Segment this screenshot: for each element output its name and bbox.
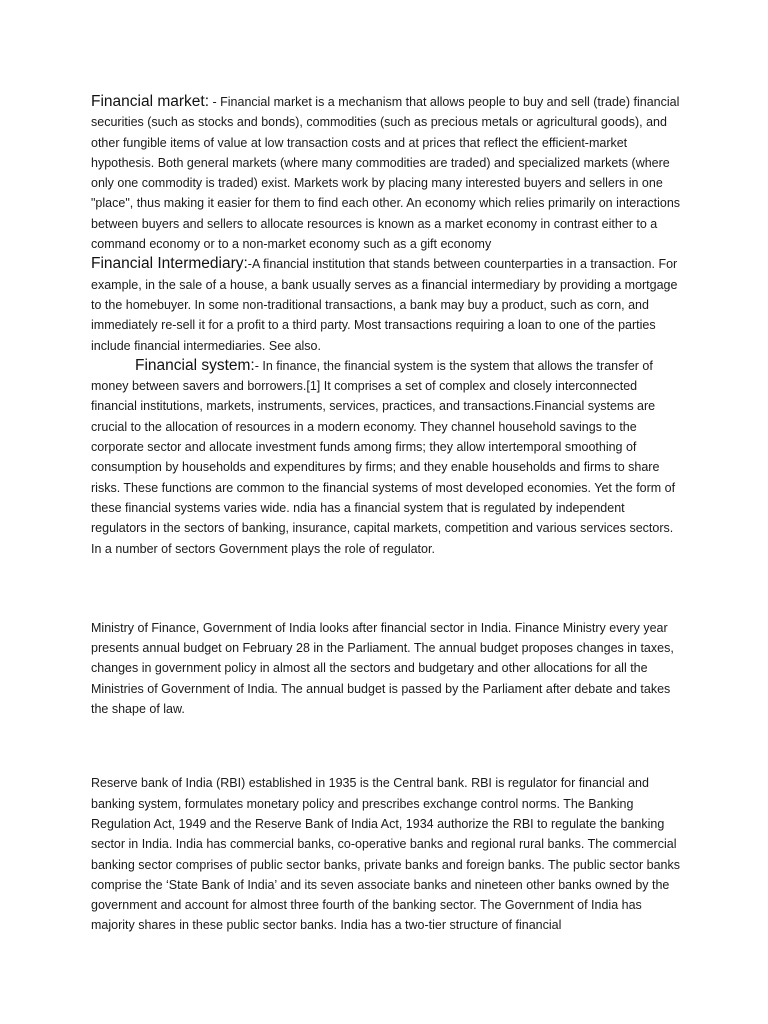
financial-system-heading: Financial system: [135, 356, 255, 374]
paragraph-gap [91, 719, 683, 773]
financial-system-paragraph [91, 356, 683, 559]
financial-intermediary-text: -A financial institution that stands between counterparties in a transaction. For example, in the sale of a house, a bank usually serves as a financial intermediary by providing a mortgage to the homebuyer. In some non-traditional transactions, a bank may buy a product, such as corn, and immediately re-sell it for a profit to a third party. Most transactions requiring a loan to one of the parties include financial intermediaries. See also. [91, 257, 678, 353]
financial-system-text: - In finance, the financial system is the system that allows the transfer of money between savers and borrowers.[1] It comprises a set of complex and closely interconnected financial institutions, markets, instruments, services, practices, and transactions.Financial systems are crucial to the allocation of resources in a modern economy. They channel household savings to the corporate sector and allocate investment funds among firms; they allow intertemporal smoothing of consumption by households and expenditures by firms; and they enable households and firms to share risks. These functions are common to the financial systems of most developed economies. Yet the form of these financial systems varies wide. ndia has a financial system that is regulated by independent regulators in the sectors of banking, insurance, capital markets, competition and various services sectors. In a number of sectors Government plays the role of regulator. [91, 358, 676, 556]
financial-market-heading: Financial market: [91, 93, 210, 110]
paragraph-gap [91, 559, 683, 618]
document-page [91, 92, 683, 936]
financial-market-text: - Financial market is a mechanism that allows people to buy and sell (trade) financial securities (such as stocks and bonds), commodities (such as precious metals or agricultural goods), and other fungible items of value at low transaction costs and at prices that reflect the efficient-market hypothesis. Both general markets (where many commodities are traded) and specialized markets (where only one commodity is traded) exist. Markets work by placing many interested buyers and sellers in one "place", thus making it easier for them to find each other. An economy which relies primarily on interactions between buyers and sellers to allocate resources is known as a market economy in contrast either to a command economy or to a non-market economy such as a gift economy [91, 95, 681, 252]
financial-intermediary-heading: Financial Intermediary: [91, 255, 248, 273]
financial-intermediary-paragraph [91, 254, 683, 355]
ministry-of-finance-paragraph: Ministry of Finance, Government of India looks after financial sector in India. Finance Ministry every year presents annual budget on February 28 in the Parliament. The annual budget proposes changes in taxes, changes in government policy in almost all the sectors and budgetary and other allocations for all the Ministries of Government of India. The annual budget is passed by the Parliament after debate and takes the shape of law. [91, 620, 674, 717]
financial-market-paragraph [91, 92, 683, 254]
reserve-bank-paragraph: Reserve bank of India (RBI) established in 1935 is the Central bank. RBI is regulator for financial and banking system, formulates monetary policy and prescribes exchange control norms. The Banking Regulation Act, 1949 and the Reserve Bank of India Act, 1934 authorize the RBI to regulate the banking sector in India. India has commercial banks, co-operative banks and regional rural banks. The commercial banking sector comprises of public sector banks, private banks and foreign banks. The public sector banks comprise the ‘State Bank of India’ and its seven associate banks and nineteen other banks owned by the government and account for almost three fourth of the banking sector. The Government of India has majority shares in these public sector banks. India has a two-tier structure of financial [91, 776, 680, 933]
